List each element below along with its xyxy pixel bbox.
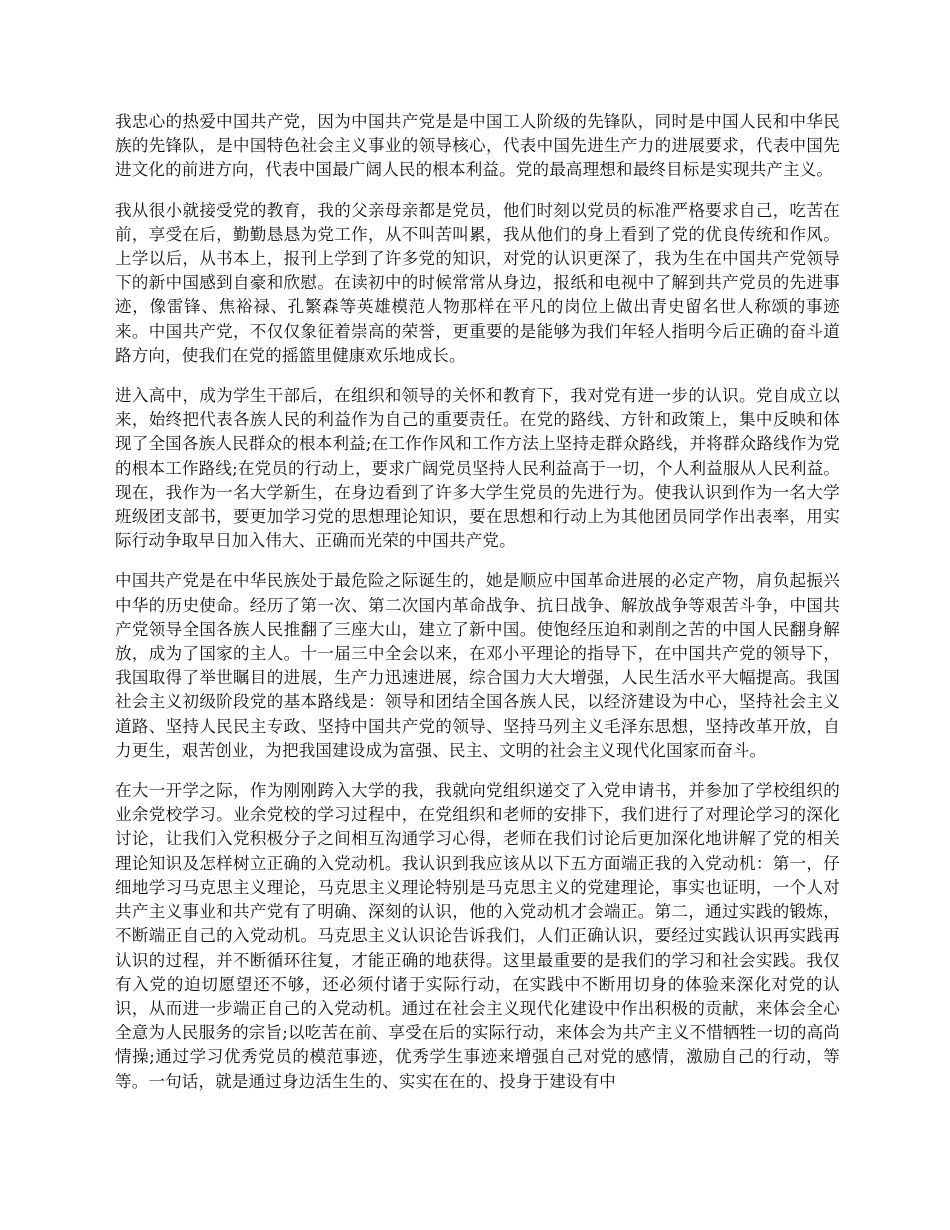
paragraph-1: 我忠心的热爱中国共产党，因为中国共产党是是中国工人阶级的先锋队，同时是中国人民和中华民族的先锋队，是中国特色社会主义事业的领导核心，代表中国先进生产力的进展要求，代表中国先进文化的前进方向，代表中国最广阔人民的根本利益。党的最高理想和最终目标是实现共产主义。 [115,112,840,180]
paragraph-4: 中国共产党是在中华民族处于最危险之际诞生的，她是顺应中国革命进展的必定产物，肩负起振兴中华的历史使命。经历了第一次、第二次国内革命战争、抗日战争、解放战争等艰苦斗争，中国共产党领导全国各族人民推翻了三座大山，建立了新中国。使饱经压迫和剥削之苦的中国人民翻身解放，成为了国家的主人。十一届三中全会以来，在邓小平理论的指导下，在中国共产党的领导下，我国取得了举世瞩目的进展，生产力迅速进展，综合国力大大增强，人民生活水平大幅提高。我国社会主义初级阶段党的基本路线是：领导和团结全国各族人民，以经济建设为中心，坚持社会主义道路、坚持人民民主专政、坚持中国共产党的领导、坚持马列主义毛泽东思想，坚持改革开放，自力更生，艰苦创业，为把我国建设成为富强、民主、文明的社会主义现代化国家而奋斗。 [115,571,840,760]
paragraph-5: 在大一开学之际，作为刚刚跨入大学的我，我就向党组织递交了入党申请书，并参加了学校组织的业余党校学习。业余党校的学习过程中，在党组织和老师的安排下，我们进行了对理论学习的深化讨论，让我们入党积极分子之间相互沟通学习心得，老师在我们讨论后更加深化地讲解了党的相关理论知识及怎样树立正确的入党动机。我认识到我应该从以下五方面端正我的入党动机：第一，仔细地学习马克思主义理论，马克思主义理论特别是马克思主义的党建理论，事实也证明，一个人对共产主义事业和共产党有了明确、深刻的认识，他的入党动机才会端正。第二，通过实践的锻炼，不断端正自己的入党动机。马克思主义认识论告诉我们，人们正确认识，要经过实践认识再实践再认识的过程，并不断循环往复，才能正确的地获得。这里最重要的是我们的学习和社会实践。我仅有入党的迫切愿望还不够，还必须付诸于实际行动，在实践中不断用切身的体验来深化对党的认识，从而进一步端正自己的入党动机。通过在社会主义现代化建设中作出积极的贡献，来体会全心全意为人民服务的宗旨;以吃苦在前、享受在后的实际行动，来体会为共产主义不惜牺牲一切的高尚情操;通过学习优秀党员的模范事迹，优秀学生事迹来增强自己对党的感情，激励自己的行动，等等。一句话，就是通过身边活生生的、实实在在的、投身于建设有中 [115,781,840,1091]
paragraph-3: 进入高中，成为学生干部后，在组织和领导的关怀和教育下，我对党有进一步的认识。党自成立以来，始终把代表各族人民的利益作为自己的重要责任。在党的路线、方针和政策上，集中反映和体现了全国各族人民群众的根本利益;在工作作风和工作方法上坚持走群众路线，并将群众路线作为党的根本工作路线;在党员的行动上，要求广阔党员坚持人民利益高于一切，个人利益服从人民利益。现在，我作为一名大学新生，在身边看到了许多大学生党员的先进行为。使我认识到作为一名大学班级团支部书，要更加学习党的思想理论知识，要在思想和行动上为其他团员同学作出表率，用实际行动争取早日加入伟大、正确而光荣的中国共产党。 [115,386,840,551]
paragraph-2: 我从很小就接受党的教育，我的父亲母亲都是党员，他们时刻以党员的标准严格要求自己，吃苦在前，享受在后，勤勤恳恳为党工作，从不叫苦叫累，我从他们的身上看到了党的优良传统和作风。上学以后，从书本上，报刊上学到了许多党的知识，对党的认识更深了，我为生在中国共产党领导下的新中国感到自豪和欣慰。在读初中的时候常常从身边，报纸和电视中了解到共产党员的先进事迹，像雷锋、焦裕禄、孔繁森等英雄模范人物那样在平凡的岗位上做出青史留名世人称颂的事迹来。中国共产党，不仅仅象征着崇高的荣誉，更重要的是能够为我们年轻人指明今后正确的奋斗道路方向，使我们在党的摇篮里健康欢乐地成长。 [115,200,840,365]
document-body [115,110,840,1110]
